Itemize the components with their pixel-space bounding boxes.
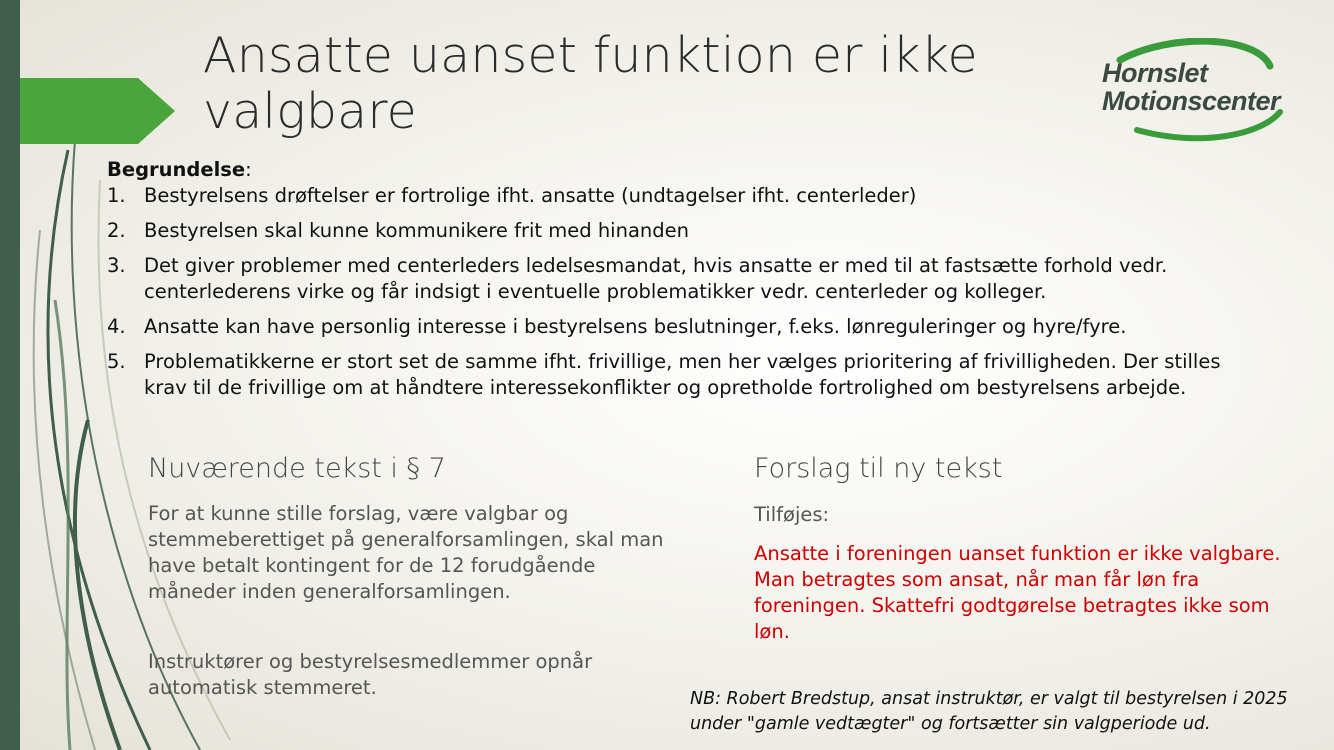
list-item-number: 2. — [107, 219, 126, 242]
reason-heading-label: Begrundelse — [107, 158, 246, 181]
list-item-text: Bestyrelsens drøftelser er fortrolige ifht. ansatte (undtagelser ifht. centerleder) — [144, 184, 917, 207]
proposal-intro: Tilføjes: — [754, 503, 830, 526]
logo-line2: Motionscenter — [1102, 86, 1281, 116]
list-item-number: 3. — [107, 254, 126, 277]
proposal-text: Ansatte i foreningen uanset funktion er ikke valgbare. Man betragtes som ansat, når man får løn fra foreningen. Skattefri godtgørelse betragtes ikke som løn. — [754, 542, 1281, 643]
current-text-heading: Nuværende tekst i § 7 — [148, 453, 446, 484]
list-item — [107, 183, 1257, 209]
reason-heading — [107, 158, 1257, 182]
list-item — [107, 218, 1257, 244]
reason-heading-colon: : — [245, 158, 252, 181]
logo — [1092, 38, 1312, 142]
list-item-text: Det giver problemer med centerleders ledelsesmandat, hvis ansatte er med til at fastsætte forhold vedr. centerlederens virke og får indsigt i eventuelle problematikker vedr. centerleder og kolleger. — [144, 254, 1168, 303]
reason-list — [107, 183, 1257, 401]
list-item-text: Ansatte kan have personlig interesse i bestyrelsens beslutninger, f.eks. lønreguleringer og hyre/fyre. — [144, 315, 1127, 338]
list-item-text: Bestyrelsen skal kunne kommunikere frit med hinanden — [144, 219, 690, 242]
slide-title: Ansatte uanset funktion er ikke valgbare — [203, 27, 978, 140]
list-item-number: 4. — [107, 315, 126, 338]
current-text-paragraph-2: Instruktører og bestyrelsesmedlemmer opnår automatisk stemmeret. — [148, 650, 593, 699]
list-item — [107, 314, 1257, 340]
current-text-paragraph: For at kunne stille forslag, være valgbar og stemmeberettiget på generalforsamlingen, skal man have betalt kontingent for de 12 forudgående måneder inden generalforsamlingen. — [148, 502, 664, 603]
reason-section — [107, 158, 1257, 410]
proposal-heading: Forslag til ny tekst — [754, 453, 1003, 484]
list-item — [107, 253, 1257, 305]
title-arrow-icon — [20, 78, 180, 144]
list-item-text: Problematikkerne er stort set de samme ifht. frivillige, men her vælges prioritering af frivilligheden. Der stilles krav til de frivillige om at håndtere interessekonflikter og opretholde fortrolighed om bestyrelsens arbejde. — [144, 350, 1221, 399]
footnote: NB: Robert Bredstup, ansat instruktør, er valgt til bestyrelsen i 2025 under "gamle vedtægter" og fortsætter sin valgperiode ud. — [690, 689, 1288, 734]
list-item — [107, 349, 1257, 401]
logo-line1: Hornslet — [1102, 58, 1208, 88]
list-item-number: 5. — [107, 350, 126, 373]
list-item-number: 1. — [107, 184, 126, 207]
